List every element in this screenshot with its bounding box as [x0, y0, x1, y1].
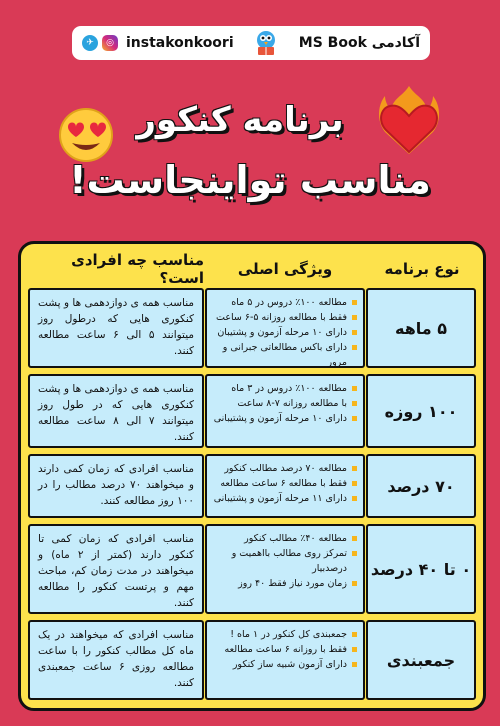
description-cell: مناسب افرادی که میخواهند در یک ماه کل مطالب کنکور را با ساعت مطالعه روزی ۶ ساعت جمعبندی کنند. — [28, 620, 204, 700]
program-name-cell: ۰ تا ۴۰ درصد — [366, 524, 476, 614]
feature-item: با مطالعه روزانه ۷-۸ ساعت — [213, 396, 357, 411]
feature-item: فقط با روزانه ۶ ساعت مطالعه — [213, 642, 357, 657]
description-cell: مناسب افرادی که زمان کمی دارند و میخواهند ۷۰ درصد مطالب را در ۱۰۰ روز مطالعه کنند. — [28, 454, 204, 518]
title-line-1: برنامه کنکور — [136, 100, 344, 140]
column-header-program-type: نوع برنامه — [384, 260, 460, 278]
description-cell: مناسب افرادی که زمان کمی تا کنکور دارند (کمتر از ۲ ماه) و میخواهند در مدت زمان کم، مباحث مهم و پرتست کنکور را مطالعه کنند. — [28, 524, 204, 614]
feature-item: دارای آزمون شبیه ساز کنکور — [213, 657, 357, 672]
telegram-icon[interactable]: ✈ — [82, 35, 98, 51]
program-name-cell: جمعبندی — [366, 620, 476, 700]
social-group — [82, 35, 234, 51]
burning-heart-icon — [376, 82, 442, 158]
features-cell — [205, 620, 365, 700]
column-header-suitable-for: مناسب چه افرادی است؟ — [71, 251, 204, 287]
feature-item: دارای ۱۱ مرحله آزمون و پشتیبانی — [213, 491, 357, 506]
feature-item: مطالعه ۴۰٪ مطالب کنکور — [213, 531, 357, 546]
feature-item: دارای ۱۰ مرحله آزمون و پشتیبان — [213, 325, 357, 340]
bird-logo-icon — [252, 29, 280, 57]
description-cell: مناسب همه ی دوازدهمی ها و پشت کنکوری هایی که در طول روز میتوانند ۷ الی ۸ ساعت مطالعه کنند. — [28, 374, 204, 448]
features-cell — [205, 288, 365, 368]
brand-name: آکادمی MS Book — [298, 35, 420, 51]
instagram-icon[interactable]: ◎ — [102, 35, 118, 51]
features-cell — [205, 374, 365, 448]
instagram-handle[interactable]: instakonkoori — [126, 35, 234, 51]
feature-item: فقط با مطالعه روزانه ۵-۶ ساعت — [213, 310, 357, 325]
top-bar — [72, 26, 430, 60]
program-name-cell: ۷۰ درصد — [366, 454, 476, 518]
feature-item: جمعبندی کل کنکور در ۱ ماه ! — [213, 627, 357, 642]
features-cell — [205, 524, 365, 614]
feature-item: فقط با مطالعه ۶ ساعت مطالعه — [213, 476, 357, 491]
feature-item: دارای باکس مطالعاتی جبرانی و مرور — [213, 340, 357, 370]
feature-item: مطالعه ۱۰۰٪ دروس در ۳ ماه — [213, 381, 357, 396]
feature-item: مطالعه ۱۰۰٪ دروس در ۵ ماه — [213, 295, 357, 310]
feature-item: تمرکز روی مطالب بااهمیت و درصدبیار — [213, 546, 357, 576]
program-name-cell: ۱۰۰ روزه — [366, 374, 476, 448]
description-cell: مناسب همه ی دوازدهمی ها و پشت کنکوری هایی که درطول روز میتوانند ۵ الی ۶ ساعت مطالعه کنند. — [28, 288, 204, 368]
program-name-cell: ۵ ماهه — [366, 288, 476, 368]
feature-item: زمان مورد نیاز فقط ۴۰ روز — [213, 576, 357, 591]
feature-item: مطالعه ۷۰ درصد مطالب کنکور — [213, 461, 357, 476]
heart-eyes-emoji-icon — [58, 107, 114, 163]
feature-item: دارای ۱۰ مرحله آزمون و پشتیبانی — [213, 411, 357, 426]
features-cell — [205, 454, 365, 518]
column-header-main-feature: ویژگی اصلی — [237, 260, 333, 278]
title-line-2: مناسب تواینجاست! — [69, 158, 431, 202]
